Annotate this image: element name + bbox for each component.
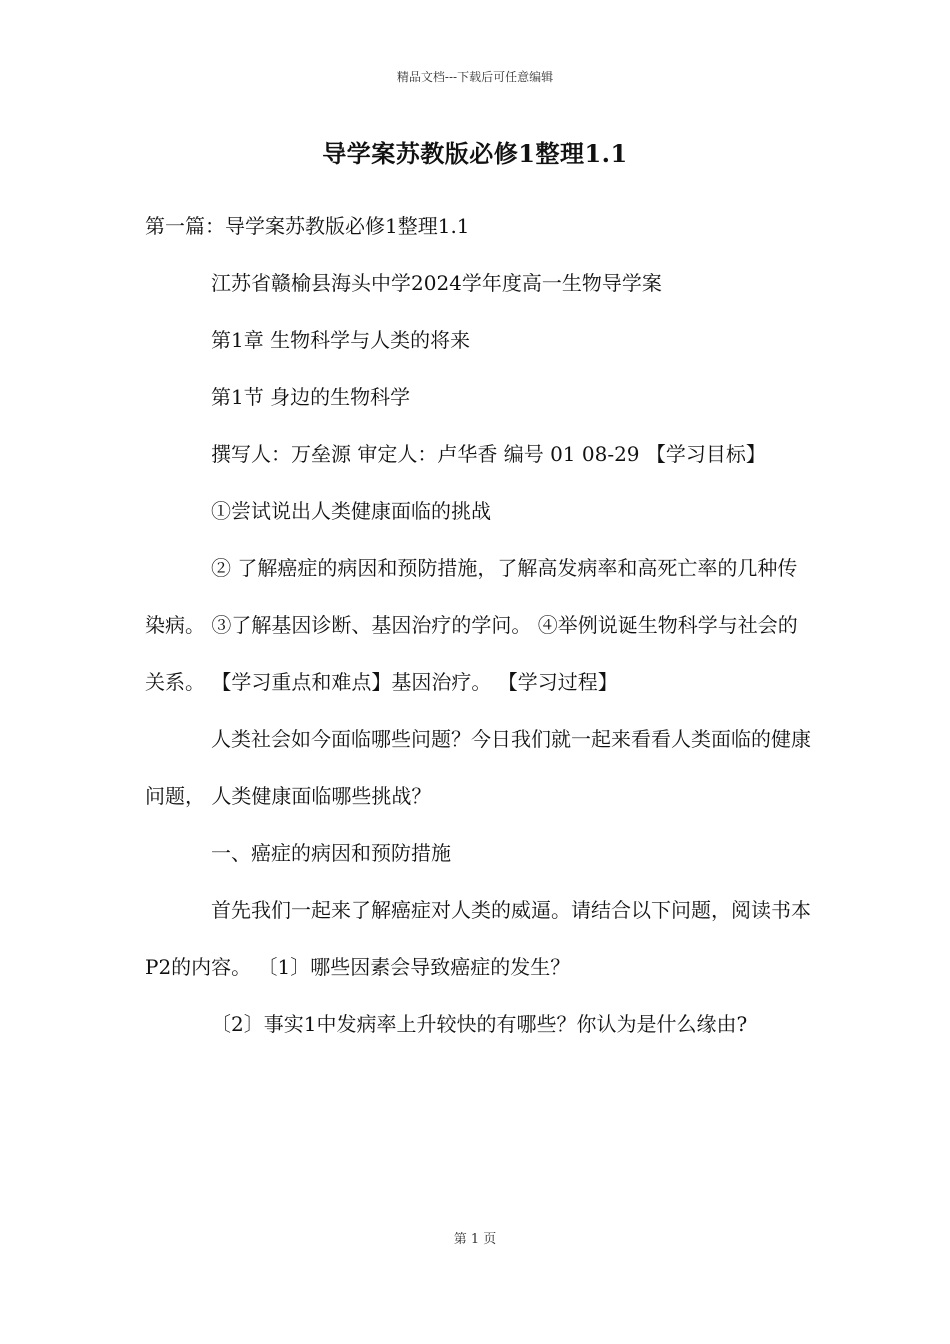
paragraph-objectives-2-4: ② 了解癌症的病因和预防措施，了解高发病率和高死亡率的几种传染病。 ③了解基因诊断、基因治疗的学问。 ④举例说诞生物科学与社会的关系。 【学习重点和难点】基因治疗。 【学习过程】 xyxy=(145,556,798,694)
paragraph-authors-objectives: 撰写人：万垒源 审定人：卢华香 编号 01 08-29 【学习目标】 xyxy=(211,442,766,466)
document-body xyxy=(145,198,813,1053)
paragraph-intro-question: 人类社会如今面临哪些问题？今日我们就一起来看看人类面临的健康问题， 人类健康面临哪些挑战？ xyxy=(145,727,811,808)
paragraph-part-heading: 第一篇：导学案苏教版必修1整理1.1 xyxy=(145,214,470,238)
paragraph-section: 第1节 身边的生物科学 xyxy=(211,385,411,409)
page-header-note: 精品文档---下载后可任意编辑 xyxy=(396,70,554,84)
document-title: 导学案苏教版必修1整理1.1 xyxy=(322,139,628,168)
paragraph-section-heading-cancer: 一、癌症的病因和预防措施 xyxy=(211,841,451,865)
paragraph-school-line: 江苏省赣榆县海头中学2024学年度高一生物导学案 xyxy=(211,271,662,295)
paragraph-chapter: 第1章 生物科学与人类的将来 xyxy=(211,328,471,352)
paragraph-reading-task: 首先我们一起来了解癌症对人类的威逼。请结合以下问题，阅读书本P2的内容。 〔1〕哪些因素会导致癌症的发生？ xyxy=(145,898,811,979)
paragraph-objective-1: ①尝试说出人类健康面临的挑战 xyxy=(211,499,491,523)
paragraph-question-2: 〔2〕事实1中发病率上升较快的有哪些？你认为是什么缘由? xyxy=(211,1012,748,1036)
page-number: 第 1 页 xyxy=(453,1232,497,1247)
